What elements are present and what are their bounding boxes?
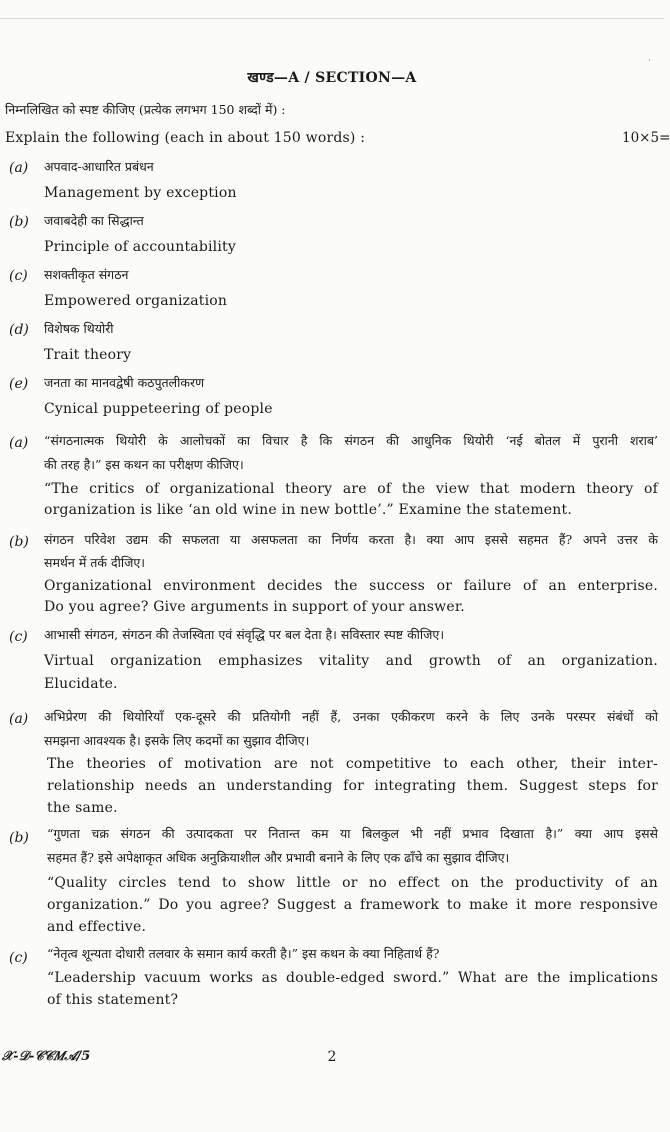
item-label: (c) bbox=[9, 950, 28, 966]
item-text-english: relationship needs an understanding for integrating them. Suggest steps for bbox=[47, 778, 658, 794]
item-text-english: the same. bbox=[47, 800, 118, 816]
page-number: 2 bbox=[327, 1049, 337, 1065]
item-text-hindi: समर्थन में तर्क दीजिए। bbox=[44, 555, 146, 570]
item-text-hindi: “गुणता चक्र संगठन की उत्पादकता पर नितान्त कम या बिलकुल भी नहीं प्रभाव दिखाता है।” क्या आप इससे bbox=[47, 826, 658, 841]
top-rule bbox=[0, 18, 664, 19]
item-text-english: Organizational environment decides the success or failure of an enterprise. bbox=[44, 578, 658, 594]
item-text-hindi: “संगठनात्मक थियोरी के आलोचकों का विचार है कि संगठन की आधुनिक थियोरी ‘नई बोतल में पुरानी शराब’ bbox=[44, 433, 658, 448]
section-heading: खण्ड—A / SECTION—A bbox=[247, 70, 417, 86]
item-label: (e) bbox=[9, 376, 29, 392]
item-text-english: Virtual organization emphasizes vitality and growth of an organization. bbox=[44, 653, 658, 669]
corner-mark: · bbox=[648, 56, 651, 66]
item-label: (a) bbox=[9, 711, 29, 727]
paper-code: 𝒳-𝒟-𝒞𝒞𝑀𝒜/5 bbox=[2, 1049, 91, 1064]
item-label: (b) bbox=[9, 534, 29, 550]
item-text-english: organization.” Do you agree? Suggest a framework to make it more responsive bbox=[47, 897, 658, 913]
instructions-hindi: निम्नलिखित को स्पष्ट कीजिए (प्रत्येक लगभग 150 शब्दों में) : bbox=[5, 102, 286, 117]
item-text-english: “Leadership vacuum works as double-edged sword.” What are the implications bbox=[47, 970, 658, 986]
item-text-english: “The critics of organizational theory are of the view that modern theory of bbox=[44, 481, 658, 497]
item-text-hindi: समझना आवश्यक है। इसके लिए कदमों का सुझाव दीजिए। bbox=[44, 733, 310, 748]
item-text-hindi: अभिप्रेरण की थियोरियाँ एक-दूसरे की प्रतियोगी नहीं हैं, उनका एकीकरण करने के लिए उनके परस्पर संबंधों को bbox=[44, 709, 658, 724]
item-text-english: Do you agree? Give arguments in support of your answer. bbox=[44, 599, 465, 615]
item-text-hindi: जवाबदेही का सिद्धान्त bbox=[44, 213, 144, 228]
item-text-english: and effective. bbox=[47, 919, 147, 935]
item-text-english: Principle of accountability bbox=[44, 239, 236, 255]
item-text-english: Elucidate. bbox=[44, 676, 118, 692]
item-label: (c) bbox=[9, 629, 28, 645]
item-label: (a) bbox=[9, 435, 29, 451]
item-text-english: The theories of motivation are not competitive to each other, their inter- bbox=[47, 756, 658, 772]
item-text-hindi: अपवाद-आधारित प्रबंधन bbox=[44, 159, 154, 174]
instructions-english: Explain the following (each in about 150 words) : bbox=[5, 130, 366, 146]
item-text-english: Empowered organization bbox=[44, 293, 228, 309]
item-text-english: Trait theory bbox=[44, 347, 132, 363]
item-text-hindi: विशेषक थियोरी bbox=[44, 321, 114, 336]
item-text-english: organization is like ‘an old wine in new bottle’.” Examine the statement. bbox=[44, 502, 572, 518]
item-label: (c) bbox=[9, 268, 28, 284]
item-text-hindi: “नेतृत्व शून्यता दोधारी तलवार के समान कार्य करती है।” इस कथन के क्या निहितार्थ हैं? bbox=[47, 946, 440, 961]
item-label: (b) bbox=[9, 830, 29, 846]
item-text-hindi: की तरह है।” इस कथन का परीक्षण कीजिए। bbox=[44, 457, 244, 472]
item-text-english: of this statement? bbox=[47, 992, 179, 1008]
item-text-english: Management by exception bbox=[44, 185, 237, 201]
item-text-hindi: जनता का मानवद्वेषी कठपुतलीकरण bbox=[44, 375, 205, 390]
item-label: (a) bbox=[9, 160, 29, 176]
item-text-hindi: आभासी संगठन, संगठन की तेजस्विता एवं संवृद्धि पर बल देता है। सविस्तार स्पष्ट कीजिए। bbox=[44, 627, 445, 642]
item-label: (b) bbox=[9, 214, 29, 230]
item-text-hindi: संगठन परिवेश उद्यम की सफलता या असफलता का निर्णय करता है। क्या आप इससे सहमत हैं? अपने उत्तर के bbox=[44, 532, 658, 547]
item-text-english: “Quality circles tend to show little or no effect on the productivity of an bbox=[47, 875, 658, 891]
item-text-hindi: सहमत हैं? इसे अपेक्षाकृत अधिक अनुक्रियाशील और प्रभावी बनाने के लिए एक ढाँचे का सुझाव दीजिए। bbox=[47, 850, 510, 865]
marks-allocation: 10×5= bbox=[622, 130, 670, 146]
item-text-hindi: सशक्तीकृत संगठन bbox=[44, 267, 129, 282]
item-label: (d) bbox=[9, 322, 29, 338]
item-text-english: Cynical puppeteering of people bbox=[44, 401, 273, 417]
